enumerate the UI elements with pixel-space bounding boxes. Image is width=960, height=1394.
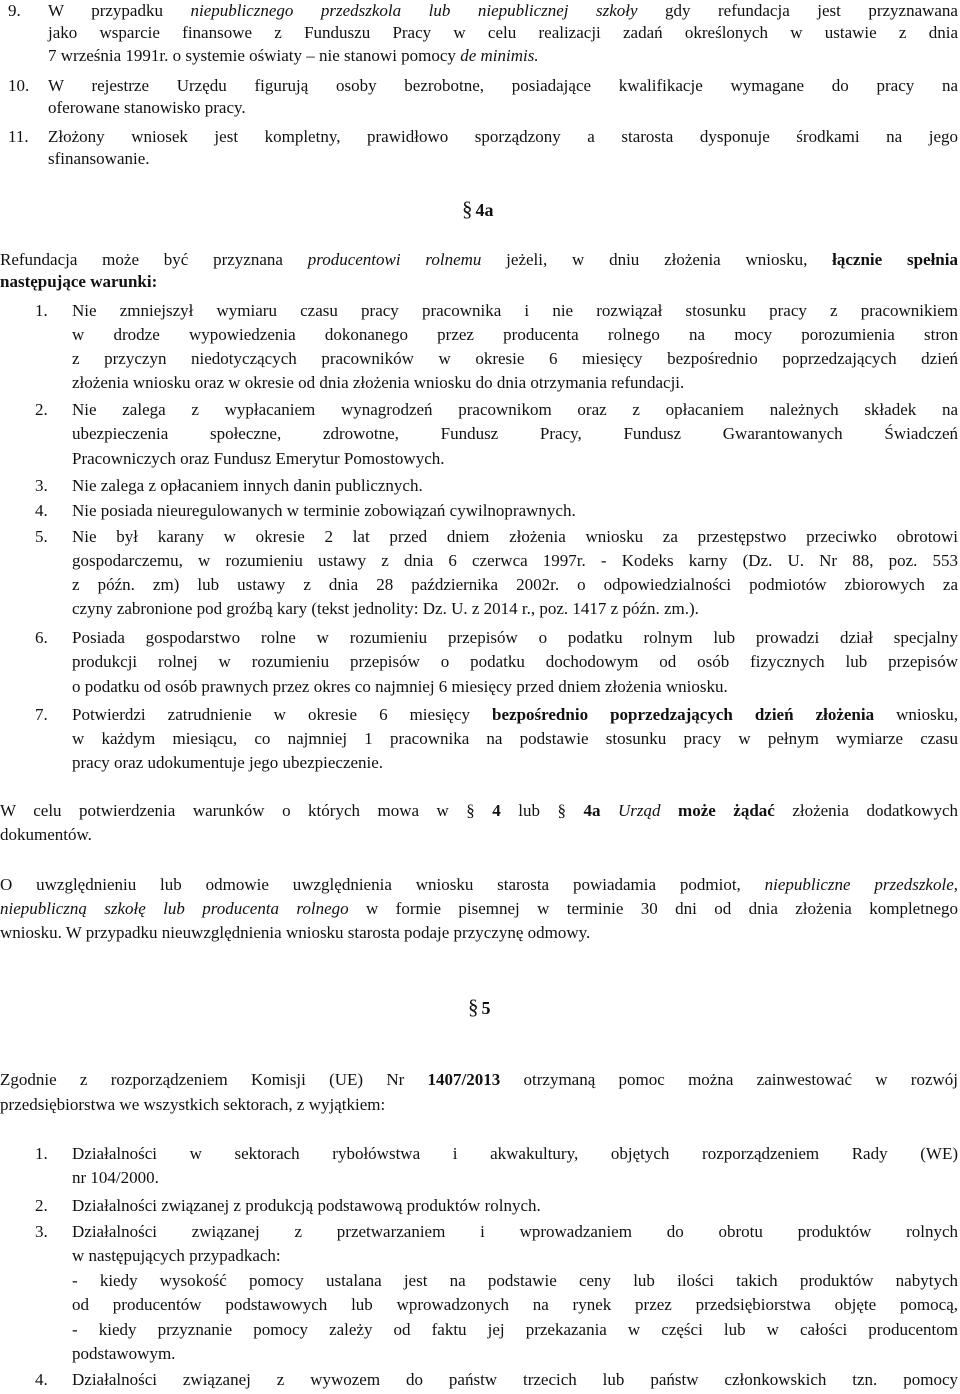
condition-line: Nie zmniejszył wymiaru czasu pracy pracownika i nie rozwiązał stosunku pracy z pracownikiem bbox=[72, 301, 958, 320]
clause-line: W przypadku niepublicznego przedszkola lub niepublicznej szkoły gdy refundacja jest przyznawana bbox=[48, 1, 958, 20]
section-5-heading: § 5 bbox=[468, 995, 491, 1019]
exclusion-line: Działalności w sektorach rybołówstwa i akwakultury, objętych rozporządzeniem Rady (WE) bbox=[72, 1144, 958, 1163]
condition-line: w drodze wypowiedzenia dokonanego przez producenta rolnego na mocy porozumienia stron bbox=[72, 325, 958, 344]
condition-number: 7. bbox=[35, 705, 48, 724]
clause-line: oferowane stanowisko pracy. bbox=[48, 98, 246, 117]
clause-line: sfinansowanie. bbox=[48, 149, 150, 168]
clause-line: W rejestrze Urzędu figurują osoby bezrobotne, posiadające kwalifikacje wymagane do pracy na bbox=[48, 76, 958, 95]
condition-line: Pracowniczych oraz Fundusz Emerytur Pomostowych. bbox=[72, 449, 445, 468]
intro-line: następujące warunki: bbox=[0, 272, 158, 291]
condition-number: 4. bbox=[35, 501, 48, 520]
exclusion-number: 3. bbox=[35, 1222, 48, 1241]
section-4a-heading: § 4a bbox=[462, 197, 494, 221]
condition-line: ubezpieczenia społeczne, zdrowotne, Fundusz Pracy, Fundusz Gwarantowanych Świadczeń bbox=[72, 424, 958, 443]
decision-line: wniosku. W przypadku nieuwzględnienia wniosku starosta podaje przyczynę odmowy. bbox=[0, 923, 591, 942]
clause-number: 9. bbox=[8, 1, 21, 20]
condition-line: Nie zalega z wypłacaniem wynagrodzeń pracownikom oraz z opłacaniem należnych składek na bbox=[72, 400, 958, 419]
confirm-line: dokumentów. bbox=[0, 825, 92, 844]
exclusion-line: Działalności związanej z wywozem do państw trzecich lub państw członkowskich tzn. pomocy bbox=[72, 1370, 958, 1389]
condition-line: o podatku od osób prawnych przez okres co najmniej 6 miesięcy przed dniem złożenia wniosku. bbox=[72, 677, 728, 696]
condition-line: Potwierdzi zatrudnienie w okresie 6 miesięcy bezpośrednio poprzedzających dzień złożenia wniosku, bbox=[72, 705, 958, 724]
condition-line: Nie był karany w okresie 2 lat przed dniem złożenia wniosku za przestępstwo przeciwko obrotowi bbox=[72, 527, 958, 546]
clause-line: jako wsparcie finansowe z Funduszu Pracy w celu realizacji zadań określonych w ustawie z dnia bbox=[48, 23, 958, 42]
regulation-line: przedsiębiorstwa we wszystkich sektorach, z wyjątkiem: bbox=[0, 1095, 386, 1114]
condition-line: Posiada gospodarstwo rolne w rozumieniu przepisów o podatku rolnym lub prowadzi dział specjalny bbox=[72, 628, 958, 647]
condition-line: z późn. zm) lub ustawy z dnia 28 października 2002r. o odpowiedzialności podmiotów zbiorowych za bbox=[72, 575, 958, 594]
condition-line: czyny zabronione pod groźbą kary (tekst jednolity: Dz. U. z 2014 r., poz. 1417 z późn. zm.). bbox=[72, 599, 699, 618]
exclusion-line: - kiedy wysokość pomocy ustalana jest na podstawie ceny lub ilości takich produktów nabytych bbox=[72, 1271, 958, 1290]
exclusion-line: Działalności związanej z produkcją podstawową produktów rolnych. bbox=[72, 1196, 541, 1215]
exclusion-line: - kiedy przyznanie pomocy zależy od faktu jej przekazania w części lub w całości producentom bbox=[72, 1320, 958, 1339]
condition-line: w każdym miesiącu, co najmniej 1 pracownika na podstawie stosunku pracy w pełnym wymiarze czasu bbox=[72, 729, 958, 748]
exclusion-line: od producentów podstawowych lub wprowadzonych na rynek przez przedsiębiorstwa objęte pomocą, bbox=[72, 1295, 958, 1314]
decision-line: niepubliczną szkołę lub producenta rolnego w formie pisemnej w terminie 30 dni od dnia złożenia kompletnego bbox=[0, 899, 958, 918]
clause-number: 10. bbox=[8, 76, 30, 95]
condition-line: pracy oraz udokumentuje jego ubezpieczenie. bbox=[72, 753, 384, 772]
exclusion-number: 4. bbox=[35, 1370, 48, 1389]
condition-number: 5. bbox=[35, 527, 48, 546]
condition-number: 3. bbox=[35, 476, 48, 495]
condition-line: produkcji rolnej w rozumieniu przepisów o podatku dochodowym od osób fizycznych lub przepisów bbox=[72, 652, 958, 671]
exclusion-line: Działalności związanej z przetwarzaniem i wprowadzaniem do obrotu produktów rolnych bbox=[72, 1222, 958, 1241]
exclusion-number: 2. bbox=[35, 1196, 48, 1215]
condition-line: gospodarczemu, w rozumieniu ustawy z dnia 6 czerwca 1997r. - Kodeks karny (Dz. U. Nr 88, poz. 553 bbox=[72, 551, 958, 570]
clause-number: 11. bbox=[8, 127, 29, 146]
clause-line: Złożony wniosek jest kompletny, prawidłowo sporządzony a starosta dysponuje środkami na jego bbox=[48, 127, 958, 146]
condition-number: 2. bbox=[35, 400, 48, 419]
condition-line: z przyczyn niedotyczących pracowników w okresie 6 miesięcy bezpośrednio poprzedzających dzień bbox=[72, 349, 958, 368]
condition-number: 1. bbox=[35, 301, 48, 320]
condition-number: 6. bbox=[35, 628, 48, 647]
condition-line: złożenia wniosku oraz w okresie od dnia złożenia wniosku do dnia otrzymania refundacji. bbox=[72, 373, 685, 392]
exclusion-line: nr 104/2000. bbox=[72, 1168, 159, 1187]
exclusion-line: podstawowym. bbox=[72, 1344, 176, 1363]
decision-line: O uwzględnieniu lub odmowie uwzględnienia wniosku starosta powiadamia podmiot, niepubliczne przedszkole, bbox=[0, 875, 958, 894]
condition-line: Nie zalega z opłacaniem innych danin publicznych. bbox=[72, 476, 423, 495]
clause-line: 7 września 1991r. o systemie oświaty – nie stanowi pomocy de minimis. bbox=[48, 46, 539, 65]
exclusion-number: 1. bbox=[35, 1144, 48, 1163]
exclusion-line: w następujących przypadkach: bbox=[72, 1246, 281, 1265]
intro-line: Refundacja może być przyznana producentowi rolnemu jeżeli, w dniu złożenia wniosku, łącznie spełnia bbox=[0, 250, 958, 269]
regulation-line: Zgodnie z rozporządzeniem Komisji (UE) Nr 1407/2013 otrzymaną pomoc można zainwestować w rozwój bbox=[0, 1070, 958, 1089]
condition-line: Nie posiada nieuregulowanych w terminie zobowiązań cywilnoprawnych. bbox=[72, 501, 576, 520]
confirm-line: W celu potwierdzenia warunków o których mowa w § 4 lub § 4a Urząd może żądać złożenia dodatkowych bbox=[0, 801, 959, 820]
